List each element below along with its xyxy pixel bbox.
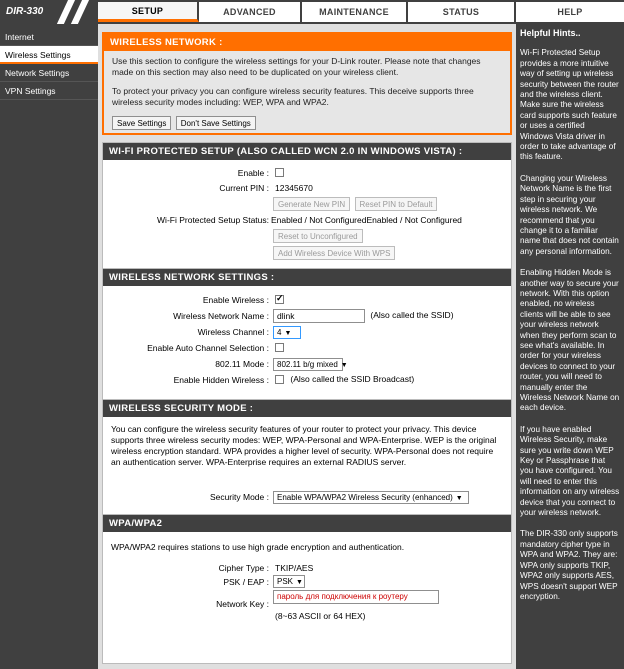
help-paragraph: Enabling Hidden Mode is another way to secure your network. With this option enabled, no wireless clients will be able to see your wireless network when they perform scan to see what's available. In order for your wireless devices to connect to your router, you will need to manually enter the Wireless Network Name on each device. xyxy=(520,268,620,413)
wireless-network-intro xyxy=(102,32,512,135)
wireless-channel-label: Wireless Channel : xyxy=(197,327,269,337)
hidden-wireless-checkbox[interactable] xyxy=(275,375,284,384)
network-name-label: Wireless Network Name : xyxy=(173,311,269,321)
wpa-section xyxy=(102,514,512,664)
section-title: WI-FI PROTECTED SETUP (ALSO CALLED WCN 2.0 IN WINDOWS VISTA) : xyxy=(103,143,511,160)
mode-select[interactable] xyxy=(273,358,348,371)
network-key-label: Network Key : xyxy=(216,599,269,609)
psk-value: PSK xyxy=(277,577,294,586)
psk-eap-select[interactable] xyxy=(273,575,305,588)
security-mode-label: Security Mode : xyxy=(209,492,269,502)
generate-new-pin-button[interactable]: Generate New PIN xyxy=(273,197,350,211)
help-paragraph: The DIR-330 only supports mandatory cipher type in WPA and WPA2. They are: WPA only supports TKIP, WPA2 only supports AES, WPS doesn't support WEP encryption. xyxy=(520,529,618,601)
help-panel xyxy=(516,24,624,669)
wps-pin-value: 12345670 xyxy=(275,183,313,193)
tab-advanced[interactable]: ADVANCED xyxy=(199,2,302,22)
sidebar xyxy=(0,24,98,669)
reset-pin-default-button[interactable]: Reset PIN to Default xyxy=(355,197,438,211)
wireless-settings-section xyxy=(102,268,512,414)
wps-status-value: Enabled / Not ConfiguredEnabled / Not Configured xyxy=(271,215,462,225)
auto-channel-checkbox[interactable] xyxy=(275,343,284,352)
intro-text: Use this section to configure the wireless settings for your D-Link router. Please note that changes made on this section may also need to be duplicated on your wireless client. xyxy=(112,56,481,77)
wireless-channel-select[interactable] xyxy=(273,326,301,339)
sidebar-item-network-settings[interactable]: Network Settings xyxy=(0,64,98,82)
model-name: DIR-330 xyxy=(6,6,44,17)
section-title: WIRELESS NETWORK : xyxy=(104,34,510,51)
enable-wireless-label: Enable Wireless : xyxy=(202,295,269,305)
wps-enable-checkbox[interactable] xyxy=(275,168,284,177)
auto-channel-label: Enable Auto Channel Selection : xyxy=(147,343,269,353)
ssid-broadcast-hint: (Also called the SSID Broadcast) xyxy=(290,374,415,384)
dropdown-arrow-icon: ▼ xyxy=(284,330,292,337)
reset-unconfigured-button[interactable]: Reset to Unconfigured xyxy=(273,229,363,243)
hidden-wireless-label: Enable Hidden Wireless : xyxy=(173,375,269,385)
help-paragraph: Wi-Fi Protected Setup provides a more intuitive way of setting up wireless security between the router and the wireless client. Make sure the wireless card supports such feature or uses a certified Windows Vista driver in order to take advantage of this feature. xyxy=(520,48,619,162)
wps-enable-label: Enable : xyxy=(237,168,269,178)
section-title: WPA/WPA2 xyxy=(103,515,511,532)
channel-value: 4 xyxy=(277,328,282,337)
security-mode-select[interactable] xyxy=(273,491,469,504)
intro-text: To protect your privacy you can configure wireless security features. This deceive supports three wireless security modes including: WEP, WPA and WPA2. xyxy=(112,86,474,107)
network-name-input[interactable]: dlink xyxy=(273,309,365,323)
wps-pin-label: Current PIN : xyxy=(219,183,269,193)
save-settings-button[interactable]: Save Settings xyxy=(112,116,171,130)
wps-status-label: Wi-Fi Protected Setup Status: xyxy=(157,215,269,225)
wpa-text: WPA/WPA2 requires stations to use high grade encryption and authentication. xyxy=(111,542,405,552)
network-key-hint: (8~63 ASCII or 64 HEX) xyxy=(275,611,366,621)
tab-help[interactable]: HELP xyxy=(516,2,624,22)
main-content xyxy=(98,24,516,669)
model-logo xyxy=(0,0,96,24)
dropdown-arrow-icon: ▼ xyxy=(455,495,463,502)
tab-status[interactable]: STATUS xyxy=(408,2,516,22)
mode-label: 802.11 Mode : xyxy=(215,359,269,369)
tab-setup[interactable]: SETUP xyxy=(98,2,199,22)
add-wps-device-button[interactable]: Add Wireless Device With WPS xyxy=(273,246,395,260)
dont-save-settings-button[interactable]: Don't Save Settings xyxy=(176,116,256,130)
help-paragraph: If you have enabled Wireless Security, make sure you write down WEP Key or Passphrase that you have configured. You will need to enter this information on any wireless device that you connect to your wireless network. xyxy=(520,424,620,518)
dropdown-arrow-icon: ▼ xyxy=(340,362,348,369)
section-title: WIRELESS SECURITY MODE : xyxy=(103,400,511,417)
section-title: WIRELESS NETWORK SETTINGS : xyxy=(103,269,511,286)
tab-maintenance[interactable]: MAINTENANCE xyxy=(302,2,408,22)
sidebar-item-wireless-settings[interactable]: Wireless Settings xyxy=(0,46,98,64)
main-tabs xyxy=(98,2,624,22)
cipher-type-value: TKIP/AES xyxy=(275,563,314,573)
mode-value: 802.11 b/g mixed xyxy=(277,360,338,369)
help-title: Helpful Hints.. xyxy=(520,28,581,38)
sidebar-item-vpn-settings[interactable]: VPN Settings xyxy=(0,82,98,100)
enable-wireless-checkbox[interactable] xyxy=(275,295,284,304)
security-mode-section xyxy=(102,399,512,533)
dropdown-arrow-icon: ▼ xyxy=(296,579,303,586)
sidebar-item-internet[interactable]: Internet xyxy=(0,28,98,46)
security-mode-value: Enable WPA/WPA2 Wireless Security (enhanced) xyxy=(277,493,453,502)
cipher-type-label: Cipher Type : xyxy=(218,563,269,573)
network-key-input[interactable]: пароль для подключения к роутеру xyxy=(273,590,439,604)
psk-eap-label: PSK / EAP : xyxy=(223,577,269,587)
security-text: You can configure the wireless security features of your router to protect your privacy. This device supports three wireless security modes: WEP, WPA-Personal and WPA-Enterprise. WEP is the original wireless encryption standard. WPA provides a higher level of security. WPA-Personal does not require an authentication server. WPA-Enterprise requires an external RADIUS server. xyxy=(111,424,497,467)
ssid-hint: (Also called the SSID) xyxy=(370,310,454,321)
top-bar xyxy=(0,0,624,24)
help-paragraph: Changing your Wireless Network Name is the first step in securing your wireless network. We recommend that you change it to a familiar name that does not contain any personal information. xyxy=(520,173,619,256)
wps-section xyxy=(102,142,512,282)
